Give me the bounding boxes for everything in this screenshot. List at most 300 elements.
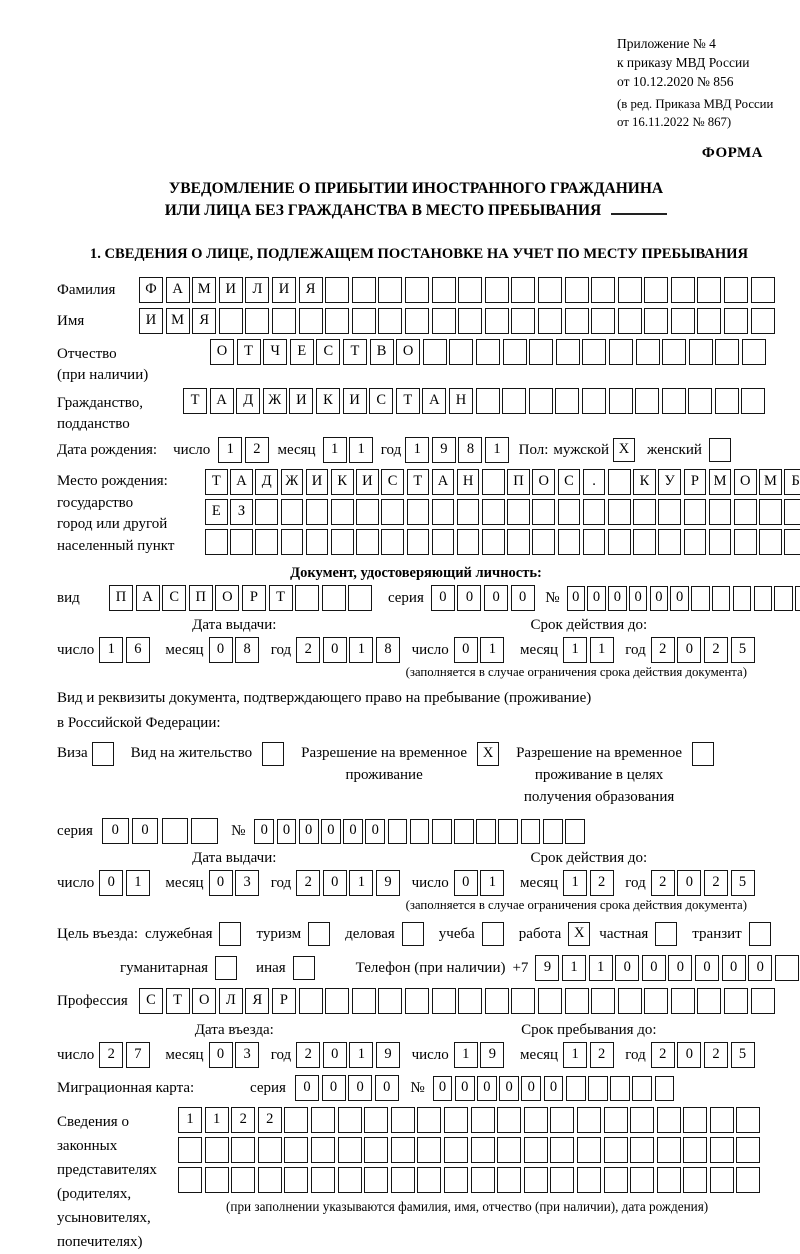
char-cell [710, 1167, 734, 1193]
purpose-row1: Цель въезда: служебная туризм деловая учеба работа X частная транзит [57, 922, 775, 946]
char-cell [734, 529, 757, 555]
char-cell [178, 1137, 202, 1163]
char-cell: 2 [231, 1107, 255, 1133]
char-cell [697, 988, 721, 1014]
char-cell: 0 [277, 819, 297, 844]
char-cell: 3 [235, 870, 259, 896]
char-cell: 0 [99, 870, 123, 896]
char-cell: Е [205, 499, 228, 525]
char-cell [338, 1137, 362, 1163]
char-cell [507, 499, 530, 525]
char-cell: 1 [126, 870, 150, 896]
char-cell [710, 1137, 734, 1163]
char-cell [306, 529, 329, 555]
issue-day-cells [99, 637, 152, 663]
char-cell [565, 308, 589, 334]
char-cell: 2 [704, 870, 728, 896]
char-cell: Т [396, 388, 420, 414]
char-cell [633, 499, 656, 525]
char-cell [710, 1107, 734, 1133]
char-cell [352, 308, 376, 334]
char-cell [417, 1137, 441, 1163]
char-cell: 5 [731, 870, 755, 896]
birth-month-cells [323, 437, 376, 463]
char-cell [709, 529, 732, 555]
char-cell [454, 819, 474, 844]
char-cell [444, 1167, 468, 1193]
char-cell [582, 339, 606, 365]
given-name-label: Имя [57, 313, 85, 329]
char-cell [444, 1137, 468, 1163]
char-cell: 8 [235, 637, 259, 663]
char-cell [471, 1107, 495, 1133]
sex-female-checkbox [709, 438, 731, 462]
char-cell: М [192, 277, 216, 303]
char-cell: 0 [102, 818, 129, 844]
char-cell [432, 988, 456, 1014]
char-cell [724, 988, 748, 1014]
char-cell [178, 1167, 202, 1193]
char-cell: 0 [455, 1076, 475, 1101]
char-cell [775, 955, 799, 981]
citizenship-row [57, 388, 775, 435]
char-cell [558, 499, 581, 525]
char-cell: 1 [485, 437, 509, 463]
char-cell: 0 [668, 955, 692, 981]
char-cell: 2 [296, 870, 320, 896]
char-cell [635, 388, 659, 414]
entry-dates [57, 1022, 775, 1068]
char-cell [697, 308, 721, 334]
char-cell [306, 499, 329, 525]
char-cell [311, 1137, 335, 1163]
char-cell [521, 819, 541, 844]
char-cell [583, 529, 606, 555]
char-cell [577, 1137, 601, 1163]
doc-number-label: № [545, 589, 560, 606]
char-cell: И [306, 469, 329, 495]
profession-row [57, 988, 775, 1014]
char-cell: М [709, 469, 732, 495]
char-cell: А [432, 469, 455, 495]
sex-male-checkbox: X [613, 438, 635, 462]
purpose-tourism-checkbox [308, 922, 330, 946]
entry-year-cells [296, 1042, 402, 1068]
char-cell: 0 [650, 586, 668, 611]
char-cell [325, 277, 349, 303]
permit-validity-note: (заполняется в случае ограничения срока действия документа) [405, 898, 747, 912]
permit-issue-day-cells [99, 870, 152, 896]
char-cell: О [215, 585, 239, 611]
char-cell [449, 339, 473, 365]
sex-label: Пол: [518, 441, 549, 458]
char-cell [604, 1167, 628, 1193]
char-cell: 0 [322, 1075, 346, 1101]
char-cell: 1 [563, 870, 587, 896]
purpose-row2: гуманитарная иная Телефон (при наличии) +7 9 1 1 0 0 0 0 0 0 [120, 955, 775, 981]
char-cell: 2 [296, 1042, 320, 1068]
char-cell [432, 529, 455, 555]
char-cell [636, 339, 660, 365]
char-cell [657, 1167, 681, 1193]
char-cell: Ч [263, 339, 287, 365]
char-cell [630, 1167, 654, 1193]
char-cell: 0 [587, 586, 605, 611]
char-cell [538, 308, 562, 334]
char-cell: 3 [235, 1042, 259, 1068]
char-cell: 0 [433, 1076, 453, 1101]
char-cell [381, 499, 404, 525]
char-cell [609, 388, 633, 414]
char-cell [734, 499, 757, 525]
char-cell [322, 585, 346, 611]
char-cell [497, 1167, 521, 1193]
purpose-study-checkbox [482, 922, 504, 946]
char-cell [604, 1107, 628, 1133]
char-cell: С [369, 388, 393, 414]
char-cell [556, 339, 580, 365]
birth-place-row1 [205, 469, 800, 495]
char-cell [524, 1137, 548, 1163]
char-cell: О [396, 339, 420, 365]
char-cell [338, 1107, 362, 1133]
char-cell: 8 [458, 437, 482, 463]
representatives-row1 [178, 1107, 763, 1133]
title-blank-line [611, 213, 667, 215]
char-cell [391, 1137, 415, 1163]
char-cell [471, 1137, 495, 1163]
char-cell [683, 1137, 707, 1163]
char-cell: Т [166, 988, 190, 1014]
char-cell: Н [457, 469, 480, 495]
issue-date-heading: Дата выдачи: [192, 617, 277, 633]
char-cell: 0 [209, 870, 233, 896]
char-cell [741, 388, 765, 414]
char-cell: 9 [480, 1042, 504, 1068]
permit-issue-year-cells [296, 870, 402, 896]
char-cell [658, 529, 681, 555]
char-cell: 0 [254, 819, 274, 844]
permit-valid-day-cells [454, 870, 507, 896]
stay-year-cells [651, 1042, 757, 1068]
char-cell [405, 988, 429, 1014]
char-cell: 6 [126, 637, 150, 663]
char-cell [644, 308, 668, 334]
issue-month-cells [209, 637, 262, 663]
char-cell [555, 388, 579, 414]
char-cell [683, 1107, 707, 1133]
char-cell [407, 529, 430, 555]
char-cell: 0 [299, 819, 319, 844]
char-cell [529, 388, 553, 414]
char-cell [205, 1137, 229, 1163]
char-cell [258, 1137, 282, 1163]
char-cell: П [109, 585, 133, 611]
char-cell [610, 1076, 630, 1101]
char-cell: 0 [431, 585, 455, 611]
char-cell [325, 308, 349, 334]
permit-dates [57, 850, 775, 896]
char-cell [391, 1167, 415, 1193]
identity-dates [57, 617, 775, 663]
char-cell [712, 586, 730, 611]
char-cell: О [192, 988, 216, 1014]
char-cell: 0 [477, 1076, 497, 1101]
char-cell: Р [684, 469, 707, 495]
purpose-business-checkbox [402, 922, 424, 946]
representatives-block [57, 1107, 775, 1254]
purpose-label: Цель въезда: [57, 925, 138, 942]
char-cell: 2 [296, 637, 320, 663]
char-cell [205, 529, 228, 555]
char-cell [476, 388, 500, 414]
char-cell [683, 1167, 707, 1193]
char-cell: 0 [629, 586, 647, 611]
char-cell [618, 277, 642, 303]
char-cell: 0 [323, 870, 347, 896]
form-title: УВЕДОМЛЕНИЕ О ПРИБЫТИИ ИНОСТРАННОГО ГРАЖДАНИНА ИЛИ ЛИЦА БЕЗ ГРАЖДАНСТВА В МЕСТО ПРЕБЫВАНИЯ [57, 178, 775, 222]
char-cell [338, 1167, 362, 1193]
char-cell [709, 499, 732, 525]
char-cell: 0 [511, 585, 535, 611]
char-cell: 0 [677, 1042, 701, 1068]
annex-line: к приказу МВД России [617, 55, 750, 70]
char-cell [231, 1167, 255, 1193]
char-cell [538, 988, 562, 1014]
char-cell [630, 1107, 654, 1133]
char-cell [417, 1107, 441, 1133]
char-cell [582, 388, 606, 414]
char-cell [715, 339, 739, 365]
char-cell [751, 988, 775, 1014]
char-cell: Ж [263, 388, 287, 414]
char-cell [284, 1137, 308, 1163]
birth-day-cells [218, 437, 271, 463]
representatives-row2 [178, 1137, 763, 1163]
char-cell: П [507, 469, 530, 495]
char-cell [284, 1107, 308, 1133]
char-cell: 2 [651, 870, 675, 896]
char-cell [388, 819, 408, 844]
char-cell: Я [299, 277, 323, 303]
char-cell: 0 [375, 1075, 399, 1101]
char-cell: 0 [521, 1076, 541, 1101]
doc-kind-label: вид [57, 589, 80, 606]
char-cell: У [658, 469, 681, 495]
char-cell: 5 [731, 637, 755, 663]
char-cell: Я [245, 988, 269, 1014]
char-cell: 0 [343, 819, 363, 844]
char-cell [503, 339, 527, 365]
char-cell: Т [205, 469, 228, 495]
char-cell: С [381, 469, 404, 495]
char-cell [284, 1167, 308, 1193]
char-cell [736, 1167, 760, 1193]
char-cell [511, 308, 535, 334]
char-cell [364, 1167, 388, 1193]
char-cell [671, 308, 695, 334]
doc-series-cells [431, 585, 537, 611]
permit-series-label: серия [57, 822, 93, 839]
sex-male-label: мужской [553, 441, 610, 458]
residence-permit-checkbox [262, 742, 284, 766]
char-cell [608, 499, 631, 525]
doc-series-label: серия [387, 589, 424, 606]
char-cell [311, 1167, 335, 1193]
annex-reference [617, 34, 775, 131]
char-cell: 2 [245, 437, 269, 463]
migration-series-cells [295, 1075, 401, 1101]
char-cell: 0 [323, 637, 347, 663]
permit-issue-group: Дата выдачи: число 0 1 месяц 0 3 год 2 0 1 9 [57, 850, 412, 896]
char-cell: 0 [722, 955, 746, 981]
char-cell: 1 [349, 637, 373, 663]
issue-year-cells [296, 637, 402, 663]
char-cell: К [331, 469, 354, 495]
char-cell: 0 [132, 818, 159, 844]
char-cell [485, 988, 509, 1014]
char-cell [684, 529, 707, 555]
char-cell: 8 [376, 637, 400, 663]
char-cell [432, 819, 452, 844]
phone-cells [535, 955, 800, 981]
char-cell: 0 [209, 1042, 233, 1068]
char-cell: 0 [748, 955, 772, 981]
birth-place-row2 [205, 499, 800, 525]
char-cell [671, 988, 695, 1014]
char-cell: А [166, 277, 190, 303]
profession-cells [139, 988, 777, 1014]
char-cell [795, 586, 800, 611]
char-cell [784, 529, 800, 555]
char-cell [565, 277, 589, 303]
stay-month-cells [563, 1042, 616, 1068]
char-cell [482, 469, 505, 495]
char-cell: 2 [704, 1042, 728, 1068]
char-cell [497, 1137, 521, 1163]
char-cell [352, 277, 376, 303]
char-cell [658, 499, 681, 525]
char-cell [391, 1107, 415, 1133]
char-cell: 2 [651, 1042, 675, 1068]
char-cell [432, 499, 455, 525]
char-cell: 0 [642, 955, 666, 981]
char-cell: 0 [348, 1075, 372, 1101]
char-cell [565, 988, 589, 1014]
birth-date-label: Дата рождения: [57, 441, 158, 458]
stay-date-group: Срок пребывания до: число 1 9 месяц 1 2 год 2 0 2 5 [412, 1022, 767, 1068]
char-cell: 9 [376, 1042, 400, 1068]
char-cell [205, 1167, 229, 1193]
issue-date-group: Дата выдачи: число 1 6 месяц 0 8 год 2 0 1 8 [57, 617, 412, 663]
char-cell [417, 1167, 441, 1193]
birth-place-block [57, 469, 800, 557]
purpose-other-checkbox [293, 956, 315, 980]
char-cell [618, 308, 642, 334]
char-cell [532, 529, 555, 555]
char-cell: 2 [704, 637, 728, 663]
char-cell: 1 [563, 637, 587, 663]
char-cell [299, 988, 323, 1014]
char-cell [736, 1107, 760, 1133]
char-cell: С [316, 339, 340, 365]
char-cell [458, 277, 482, 303]
citizenship-cells [183, 388, 768, 414]
citizenship-label: Гражданство, подданство [57, 395, 144, 432]
char-cell: 0 [544, 1076, 564, 1101]
char-cell [471, 1167, 495, 1193]
surname-label: Фамилия [57, 282, 116, 298]
char-cell: 9 [535, 955, 559, 981]
form-word: ФОРМА [701, 145, 763, 161]
char-cell: Е [290, 339, 314, 365]
char-cell: 1 [218, 437, 242, 463]
char-cell: 1 [589, 955, 613, 981]
char-cell [697, 277, 721, 303]
identity-doc-heading: Документ, удостоверяющий личность: [290, 565, 542, 581]
migration-series-label: серия [250, 1079, 286, 1096]
char-cell [423, 339, 447, 365]
char-cell: 5 [731, 1042, 755, 1068]
char-cell [655, 1076, 675, 1101]
char-cell: 1 [562, 955, 586, 981]
char-cell: Ж [281, 469, 304, 495]
annex-line: от 10.12.2020 № 856 [617, 74, 734, 89]
char-cell: 0 [295, 1075, 319, 1101]
permit-series-cells [102, 818, 221, 844]
birth-place-row3 [205, 529, 800, 555]
char-cell: И [356, 469, 379, 495]
section1-heading: 1. СВЕДЕНИЯ О ЛИЦЕ, ПОДЛЕЖАЩЕМ ПОСТАНОВКЕ НА УЧЕТ ПО МЕСТУ ПРЕБЫВАНИЯ [89, 246, 749, 262]
char-cell [662, 388, 686, 414]
char-cell [258, 1167, 282, 1193]
char-cell [532, 499, 555, 525]
phone-label: Телефон (при наличии) [355, 959, 506, 976]
char-cell [774, 586, 792, 611]
patronymic-row [57, 339, 775, 386]
char-cell: 1 [590, 637, 614, 663]
char-cell [715, 388, 739, 414]
char-cell [524, 1107, 548, 1133]
birth-date-row [57, 437, 775, 463]
char-cell [754, 586, 772, 611]
char-cell: С [162, 585, 186, 611]
char-cell: З [230, 499, 253, 525]
char-cell: 0 [454, 870, 478, 896]
permit-intro: Вид и реквизиты документа, подтверждающего право на пребывание (проживание) в Российской Федерации: [57, 690, 592, 731]
given-name-row [57, 308, 775, 334]
permit-option-visa: Виза [57, 740, 114, 766]
char-cell [245, 308, 269, 334]
month-label: месяц [277, 441, 316, 458]
entry-month-cells [209, 1042, 262, 1068]
representatives-cells [178, 1107, 763, 1215]
char-cell: О [210, 339, 234, 365]
char-cell [485, 308, 509, 334]
char-cell [511, 988, 535, 1014]
char-cell [759, 529, 782, 555]
purpose-transit-checkbox [749, 922, 771, 946]
char-cell: 0 [209, 637, 233, 663]
char-cell: С [558, 469, 581, 495]
edition-note: (в ред. Приказа МВД России от 16.11.2022 № 867) [617, 97, 774, 129]
char-cell [577, 1107, 601, 1133]
char-cell [457, 499, 480, 525]
char-cell [502, 388, 526, 414]
char-cell: 0 [454, 637, 478, 663]
year-label: год [380, 441, 402, 458]
char-cell [311, 1107, 335, 1133]
